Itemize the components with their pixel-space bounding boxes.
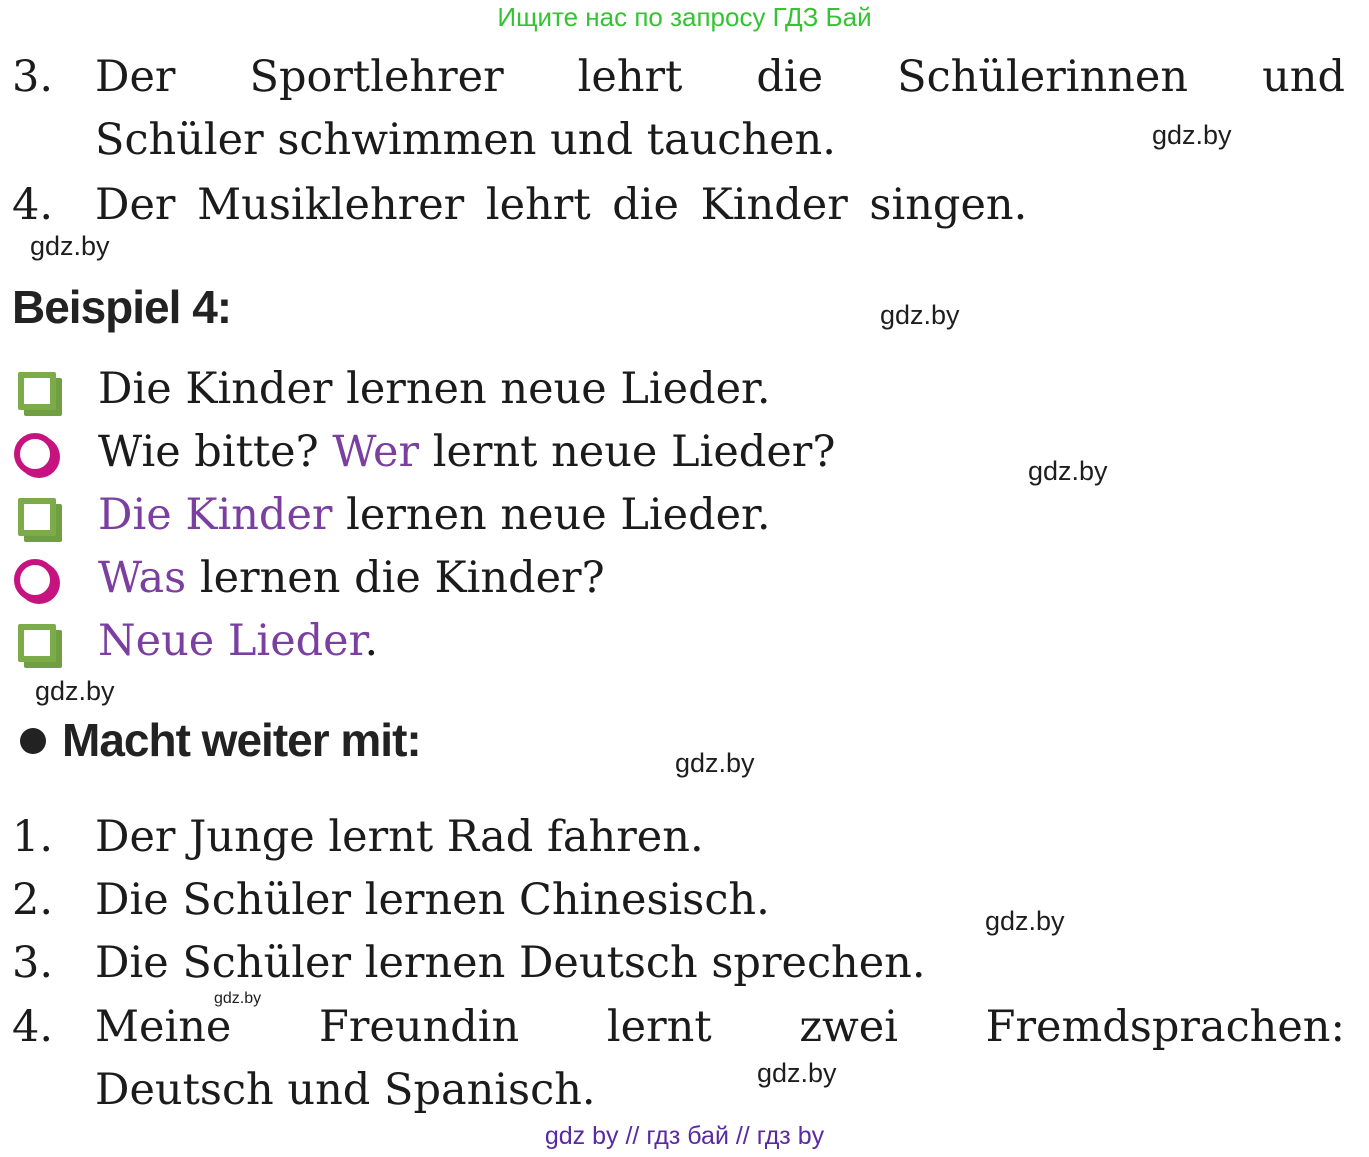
exercise-text-line: Die Schüler lernen Deutsch sprechen. <box>95 938 926 988</box>
bullet-icon <box>20 728 46 754</box>
gdz-watermark: gdz.by <box>35 676 115 706</box>
gdz-watermark: gdz.by <box>675 748 755 778</box>
promo-header: Ищите нас по запросу ГДЗ Бай <box>497 2 872 32</box>
dialogue-line <box>98 490 771 540</box>
dialogue-highlight: Die Kinder <box>98 490 333 540</box>
gdz-watermark: gdz.by <box>880 300 960 330</box>
sentence-text-line: Der Musiklehrer lehrt die Kinder singen. <box>95 180 1028 230</box>
checkbox-icon <box>18 372 56 410</box>
dialogue-text: Wie bitte? <box>98 427 333 477</box>
sentence-text-line: Der Sportlehrer lehrt die Schülerinnen und <box>95 52 1345 102</box>
dialogue-line <box>98 616 378 666</box>
gdz-watermark: gdz.by <box>214 990 262 1007</box>
exercise-text-line: Der Junge lernt Rad fahren. <box>95 812 704 862</box>
gdz-watermark: gdz.by <box>1028 456 1108 486</box>
dialogue-line <box>98 427 835 477</box>
dialogue-highlight: Neue Lieder <box>98 616 365 666</box>
sentence-number: 3. <box>12 52 54 102</box>
footer-watermark-line: gdz by // гдз бай // гдз by <box>544 1122 825 1150</box>
circle-icon <box>14 559 56 601</box>
dialogue-text: lernt neue Lieder? <box>419 427 836 477</box>
exercise-text-line: Die Schüler lernen Chinesisch. <box>95 875 770 925</box>
gdz-watermark: gdz.by <box>30 231 110 261</box>
exercise-number: 4. <box>12 1002 54 1052</box>
sentence-number: 4. <box>12 180 54 230</box>
gdz-watermark: gdz.by <box>1152 120 1232 150</box>
exercise-text-line: Meine Freundin lernt zwei Fremdsprachen: <box>95 1002 1345 1052</box>
exercise-number: 2. <box>12 875 54 925</box>
task-heading: Macht weiter mit: <box>62 714 421 766</box>
exercise-number: 1. <box>12 812 54 862</box>
checkbox-icon <box>18 624 56 662</box>
checkbox-icon <box>18 498 56 536</box>
dialogue-line <box>98 364 771 414</box>
beispiel-heading: Beispiel 4: <box>12 281 232 333</box>
circle-icon <box>14 433 56 475</box>
sentence-text-line: Schüler schwimmen und tauchen. <box>95 115 836 165</box>
gdz-watermark: gdz.by <box>757 1058 837 1088</box>
dialogue-text: lernen neue Lieder. <box>332 490 771 540</box>
dialogue-highlight: Was <box>98 553 187 603</box>
gdz-watermark: gdz.by <box>985 906 1065 936</box>
exercise-number: 3. <box>12 938 54 988</box>
dialogue-text: . <box>364 616 379 666</box>
dialogue-text: lernen die Kinder? <box>186 553 605 603</box>
exercise-text-line: Deutsch und Spanisch. <box>95 1065 596 1115</box>
dialogue-highlight: Wer <box>332 427 420 477</box>
dialogue-text: Die Kinder lernen neue Lieder. <box>98 364 771 414</box>
dialogue-line <box>98 553 605 603</box>
